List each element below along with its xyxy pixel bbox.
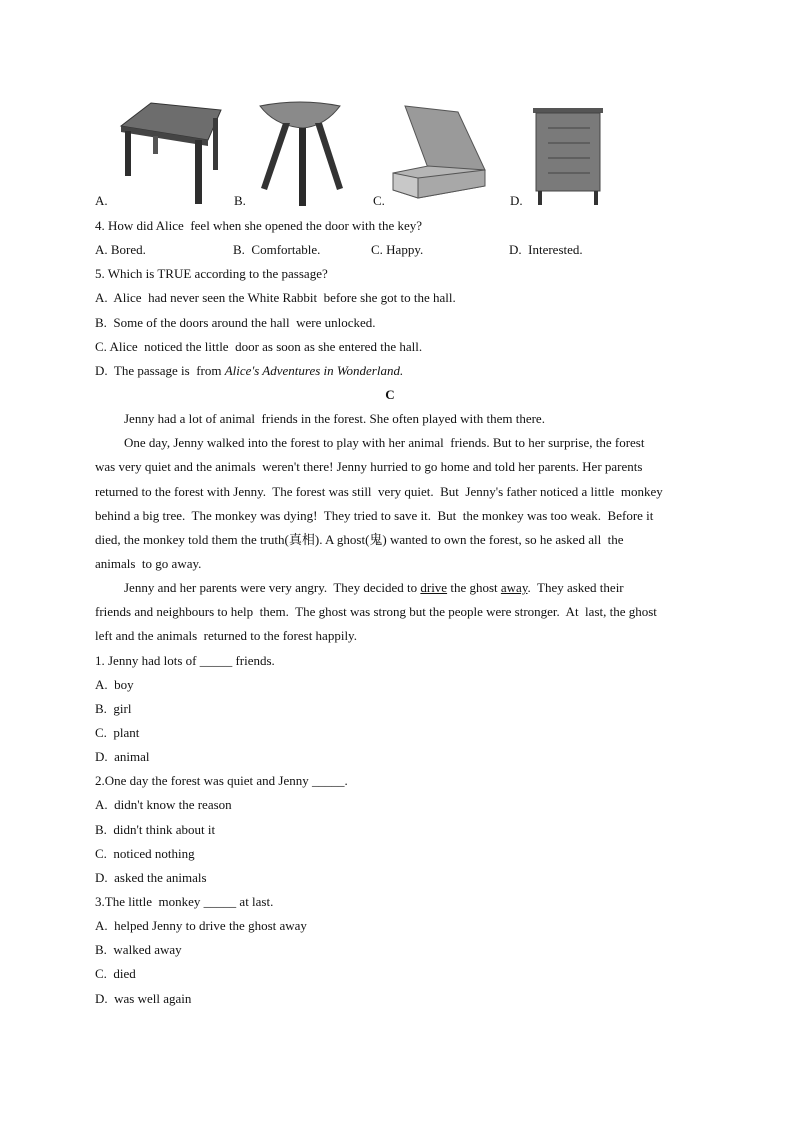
- option-b-label: B.: [234, 193, 246, 208]
- paragraph-line: animals to go away.: [95, 555, 202, 571]
- paragraph-line: behind a big tree. The monkey was dying! They tried to save it. But the monkey was too weak. Before it: [95, 507, 654, 523]
- question-1: 1. Jenny had lots of _____ friends.: [95, 652, 275, 668]
- option: D. was well again: [95, 990, 192, 1006]
- option-c-label: C.: [373, 193, 385, 208]
- paragraph-line: died, the monkey told them the truth(真相). A ghost(鬼) wanted to own the forest, so he asked all the: [95, 531, 624, 547]
- paragraph-line: friends and neighbours to help them. The ghost was strong but the people were stronger. At last, the ghost: [95, 604, 657, 620]
- question-3: 3.The little monkey _____ at last.: [95, 893, 274, 909]
- option: C. plant: [95, 724, 140, 740]
- book-title: Alice's Adventures in Wonderland.: [224, 362, 404, 378]
- paragraph-line: left and the animals returned to the forest happily.: [95, 628, 357, 644]
- option: B. didn't think about it: [95, 821, 216, 837]
- option-d-label: D.: [510, 193, 523, 208]
- question-4-options: [95, 238, 705, 262]
- option: C. noticed nothing: [95, 845, 195, 861]
- option: A. Alice had never seen the White Rabbit before she got to the hall.: [95, 290, 456, 306]
- option-d: [95, 359, 705, 383]
- text: . They asked their: [527, 580, 624, 596]
- option: C. Happy.: [371, 242, 424, 258]
- option: B. walked away: [95, 942, 182, 958]
- text: the ghost: [447, 580, 501, 596]
- option: D. asked the animals: [95, 869, 207, 885]
- square-table-image: [113, 98, 225, 208]
- question-2: 2.One day the forest was quiet and Jenny _____.: [95, 773, 348, 789]
- paragraph-line: was very quiet and the animals weren't there! Jenny hurried to go home and told her parents. Her parents: [95, 459, 643, 475]
- stool-image: [255, 98, 350, 208]
- paragraph-line: One day, Jenny walked into the forest to play with her animal friends. But to her surprise, the forest: [124, 435, 645, 451]
- open-box-image: [390, 98, 490, 208]
- paragraph-line: returned to the forest with Jenny. The forest was still very quiet. But Jenny's father noticed a little monkey: [95, 483, 663, 499]
- paragraph-line: Jenny had a lot of animal friends in the forest. She often played with them there.: [124, 411, 545, 427]
- option: B. Comfortable.: [233, 242, 321, 258]
- document-body: [95, 214, 705, 1011]
- paragraph-line: [95, 576, 705, 600]
- option-text: D. The passage is from: [95, 362, 225, 378]
- option: A. Bored.: [95, 242, 146, 258]
- option: C. Alice noticed the little door as soon as she entered the hall.: [95, 338, 423, 354]
- option: B. Some of the doors around the hall were unlocked.: [95, 314, 376, 330]
- underlined-word: drive: [420, 580, 448, 596]
- option: D. Interested.: [509, 242, 583, 258]
- option: D. animal: [95, 749, 150, 765]
- option: C. died: [95, 966, 136, 982]
- option: B. girl: [95, 700, 132, 716]
- text: Jenny and her parents were very angry. They decided to: [124, 580, 421, 596]
- furniture-pictures: [0, 98, 794, 210]
- option: A. didn't know the reason: [95, 797, 232, 813]
- underlined-word: away: [500, 580, 528, 596]
- option-a-label: A.: [95, 193, 108, 208]
- chest-of-drawers-image: [530, 98, 608, 208]
- question-4: 4. How did Alice feel when she opened the door with the key?: [95, 218, 423, 233]
- option: A. boy: [95, 676, 134, 692]
- question-5: 5. Which is TRUE according to the passage?: [95, 266, 328, 282]
- option: A. helped Jenny to drive the ghost away: [95, 918, 307, 934]
- section-heading: C: [385, 386, 395, 402]
